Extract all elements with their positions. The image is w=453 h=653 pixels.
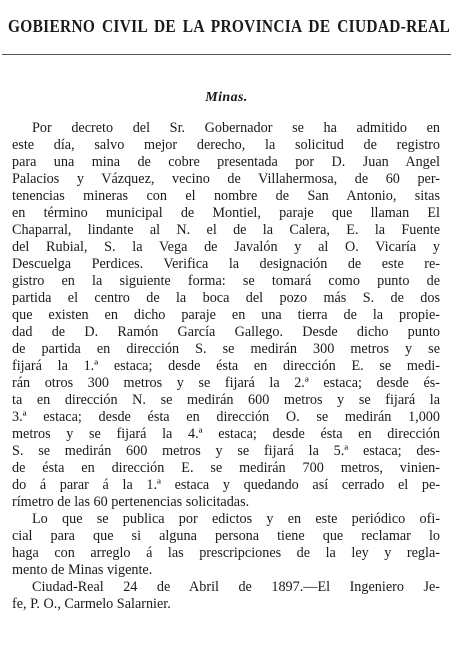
body-line: rán otros 300 metros y se fijará la 2.ª estaca; desde és- <box>12 375 440 391</box>
body-line: mento de Minas vigente. <box>12 562 153 578</box>
signature-line: fe, P. O., Carmelo Salarnier. <box>12 596 171 612</box>
body-line: S. se medirán 600 metros y se fijará la 5.ª estaca; des- <box>12 443 440 459</box>
body-line: metros y se fijará la 4.ª estaca; desde ésta en dirección <box>12 426 440 442</box>
body-line: do á parar á la 1.ª estaca y quedando así cerrado el pe- <box>12 477 440 493</box>
body-line: en término municipal de Montiel, paraje que llaman El <box>12 205 440 221</box>
body-line: cial para que si alguna persona tiene que reclamar lo <box>12 528 440 544</box>
body-line: Chaparral, lindante al N. el de la Calera, E. la Fuente <box>12 222 440 238</box>
body-line: Descuelga Perdices. Verifica la designación de este re- <box>12 256 440 272</box>
body-line: gistro en la siguiente forma: se tomará como punto de <box>12 273 440 289</box>
body-line: partida el centro de la boca del pozo más S. de dos <box>12 290 440 306</box>
body-line: de partida en dirección S. se medirán 300 metros y se <box>12 341 440 357</box>
body-line: que existen en dicho paraje en una tierra de la propie- <box>12 307 440 323</box>
body-line: haga con arreglo á las prescripciones de la ley y regla- <box>12 545 440 561</box>
body-line: 3.ª estaca; desde ésta en dirección O. se medirán 1,000 <box>12 409 440 425</box>
body-line: este día, salvo mejor derecho, la solicitud de registro <box>12 137 440 153</box>
header-divider <box>2 54 451 55</box>
section-title: Minas. <box>205 90 248 105</box>
body-line: para una mina de cobre presentada por D. Juan Angel <box>12 154 440 170</box>
body-line: Por decreto del Sr. Gobernador se ha admitido en <box>32 120 440 136</box>
body-line: Lo que se publica por edictos y en este periódico ofi- <box>32 511 440 527</box>
body-line: fijará la 1.ª estaca; desde ésta en dirección E. se medi- <box>12 358 440 374</box>
body-line: tenencias mineras con el nombre de San Antonio, sitas <box>12 188 440 204</box>
body-line: ta en dirección N. se medirán 600 metros y se fijará la <box>12 392 440 408</box>
body-line: rímetro de las 60 pertenencias solicitadas. <box>12 494 250 510</box>
body-line: dad de D. Ramón García Gallego. Desde dicho punto <box>12 324 440 340</box>
body-line: Ciudad-Real 24 de Abril de 1897.—El Ingeniero Je- <box>32 579 440 595</box>
body-line: del Rubial, S. la Vega de Javalón y al O. Vicaría y <box>12 239 440 255</box>
body-line: de ésta en dirección E. se medirán 700 metros, vinien- <box>12 460 440 476</box>
page-header-title: GOBIERNO CIVIL DE LA PROVINCIA DE CIUDAD-REAL <box>8 16 451 36</box>
body-line: Palacios y Vázquez, vecino de Villahermosa, de 60 per- <box>12 171 440 187</box>
